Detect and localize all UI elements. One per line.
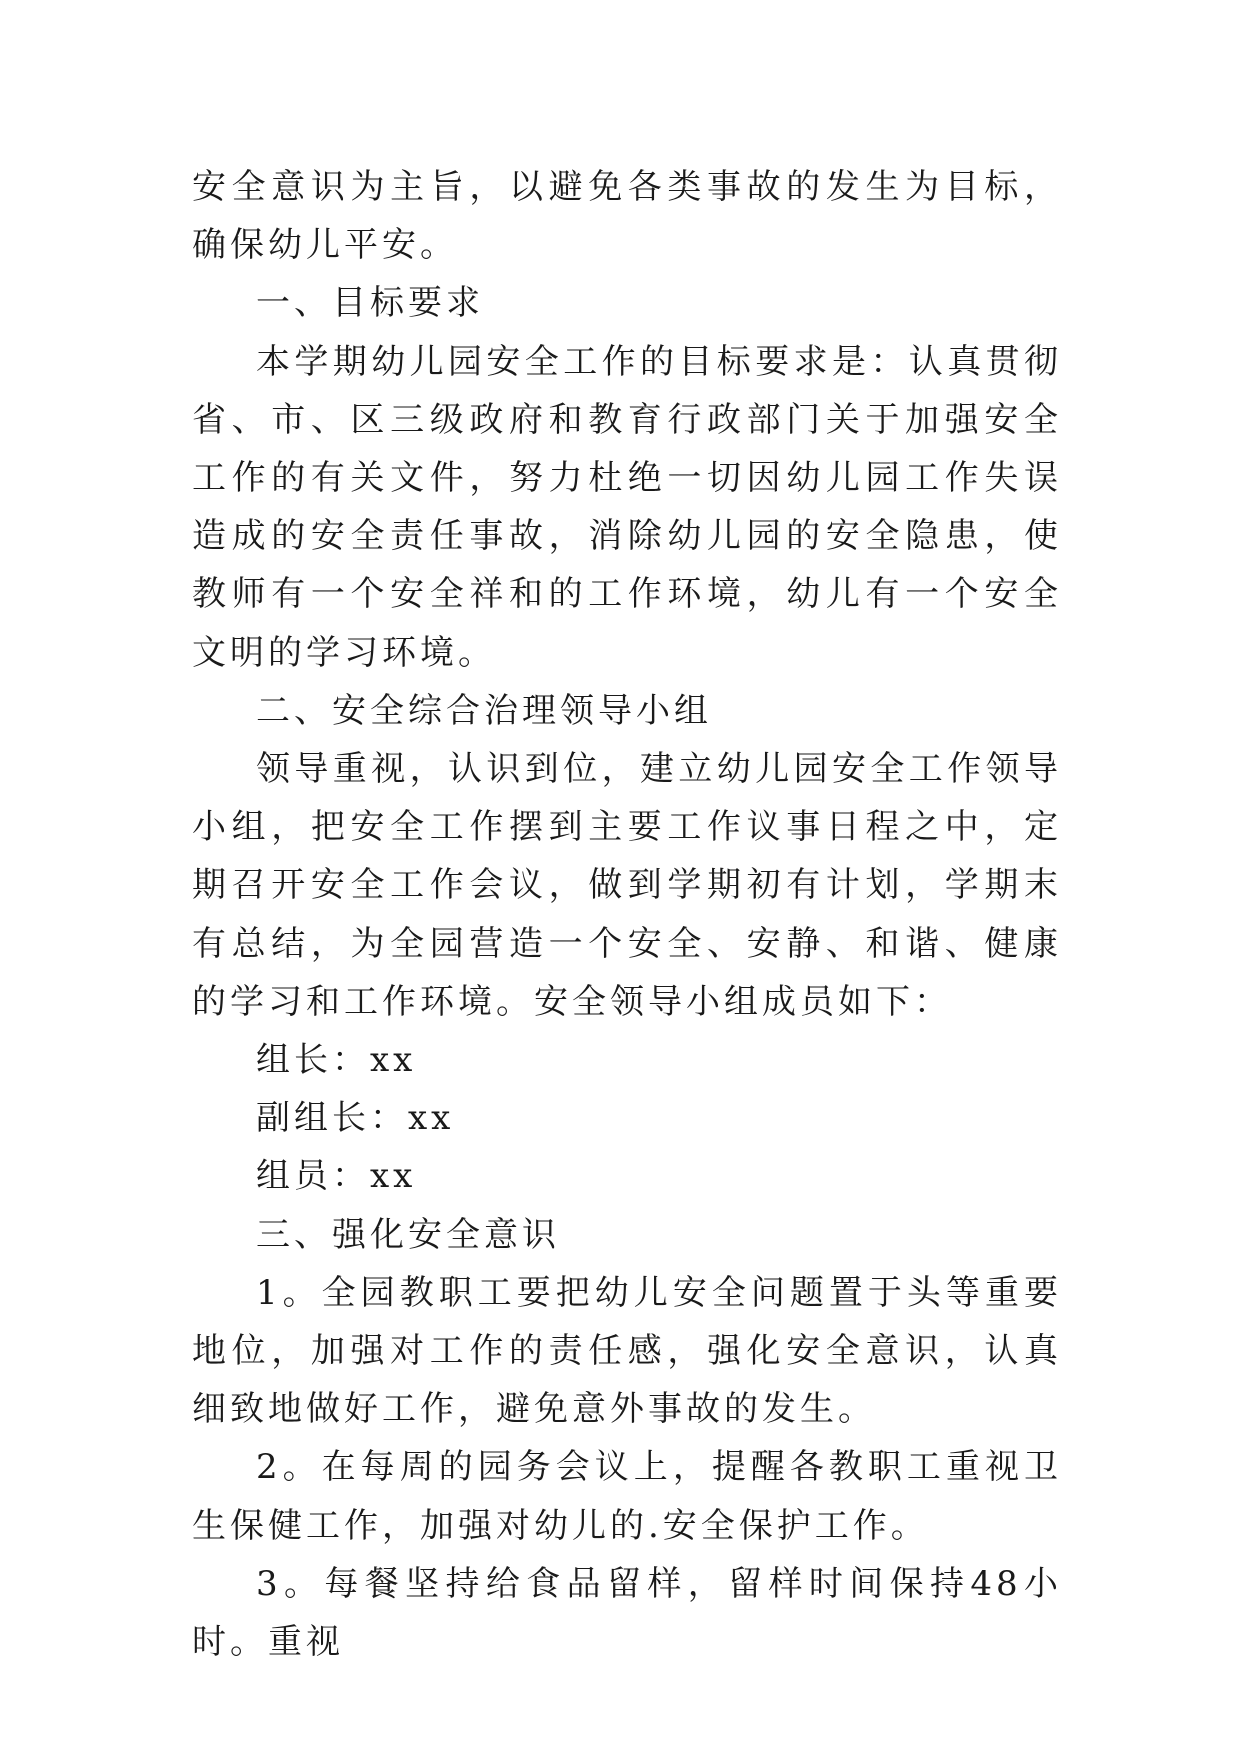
group-members-line: 组员：xx: [256, 1156, 417, 1197]
heading-strengthen-safety-awareness: 三、强化安全意识: [256, 1214, 560, 1255]
deputy-group-leader-line: 副组长：xx: [256, 1098, 455, 1139]
paragraph-intro-continuation: 安全意识为主旨，以避免各类事故的发生为目标，确保幼儿平安。: [192, 167, 1062, 266]
heading-safety-leadership-group: 二、安全综合治理领导小组: [256, 690, 712, 731]
paragraph-goal-requirements: 本学期幼儿园安全工作的目标要求是：认真贯彻省、市、区三级政府和教育行政部门关于加强安全工作的有关文件，努力杜绝一切因幼儿园工作失误造成的安全责任事故，消除幼儿园的安全隐患，使教师有一个安全祥和的工作环境，幼儿有一个安全文明的学习环境。: [192, 341, 1062, 673]
group-leader-line: 组长：xx: [256, 1040, 417, 1081]
heading-goal-requirements: 一、目标要求: [256, 283, 484, 324]
list-item-3: 3。每餐坚持给食品留样，留样时间保持48小时。重视: [192, 1563, 1062, 1663]
list-item-2: 2。在每周的园务会议上，提醒各教职工重视卫生保健工作，加强对幼儿的.安全保护工作。: [192, 1447, 1062, 1546]
document-body: [192, 158, 1062, 1671]
list-item-1: 1。全园教职工要把幼儿安全问题置于头等重要地位，加强对工作的责任感，强化安全意识，认真细致地做好工作，避免意外事故的发生。: [192, 1272, 1062, 1430]
paragraph-safety-leadership-group: 领导重视，认识到位，建立幼儿园安全工作领导小组，把安全工作摆到主要工作议事日程之中，定期召开安全工作会议，做到学期初有计划，学期末有总结，为全园营造一个安全、安静、和谐、健康的学习和工作环境。安全领导小组成员如下：: [192, 749, 1062, 1022]
